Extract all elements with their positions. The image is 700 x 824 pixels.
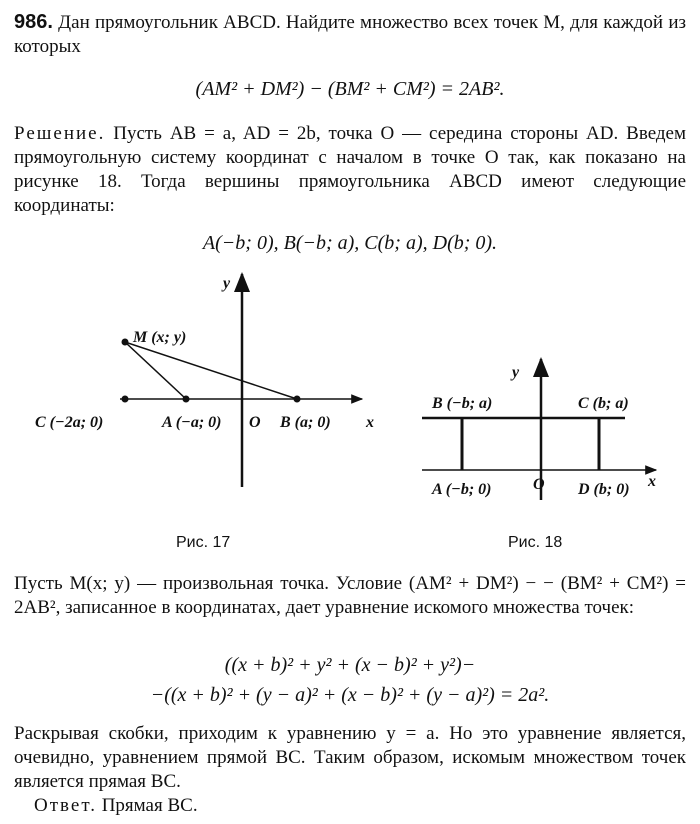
fig17-point-b: [294, 396, 301, 403]
problem-formula: (AM² + DM²) − (BM² + CM²) = 2AB².: [195, 78, 505, 100]
fig18-label-o: O: [533, 476, 545, 493]
fig17-label-y: y: [223, 275, 231, 292]
fig18-label-y: y: [512, 364, 520, 381]
fig17-caption: Рис. 17: [176, 534, 231, 551]
figure-18: [420, 355, 682, 510]
fig17-point-c: [122, 396, 129, 403]
fig17-label-b: B (a; 0): [280, 414, 331, 431]
problem-text: Дан прямоугольник ABCD. Найдите множество всех точек M, для каждой из которых: [14, 12, 686, 57]
fig17-label-c: C (−2a; 0): [35, 414, 104, 431]
fig17-label-m: M (x; y): [133, 329, 187, 346]
fig18-caption: Рис. 18: [508, 534, 563, 551]
fig18-label-x: x: [648, 473, 656, 490]
fig18-label-d: D (b; 0): [578, 481, 630, 498]
fig17-point-a: [183, 396, 190, 403]
solution-label: Решение.: [14, 123, 106, 144]
fig18-label-b: B (−b; a): [432, 395, 493, 412]
fig17-label-o: O: [249, 414, 261, 431]
equation-line-1: ((x + b)² + y² + (x − b)² + y²)−: [224, 654, 476, 676]
equation-line-2: −((x + b)² + (y − a)² + (x − b)² + (y − a)²) = 2a².: [150, 684, 550, 706]
figure-17: [20, 262, 400, 492]
fig17-label-x: x: [366, 414, 374, 431]
answer-label: Ответ.: [34, 795, 97, 816]
fig18-label-a: A (−b; 0): [432, 481, 492, 498]
vertex-coordinates: A(−b; 0), B(−b; a), C(b; a), D(b; 0).: [202, 232, 498, 254]
fig17-point-m: [122, 339, 129, 346]
answer-text: Прямая BC.: [101, 795, 198, 816]
fig17-segment-ma: [125, 342, 186, 399]
solution-text: Пусть AB = a, AD = 2b, точка O — середина стороны AD. Введем прямоугольную систему координат с началом в точке O так, как показано на рисунке 18. Тогда вершины прямоугольника ABCD имеют следующие координаты:: [14, 123, 687, 216]
problem-number: 986.: [14, 11, 53, 33]
answer-paragraph: [34, 794, 674, 818]
body-paragraph-2: Раскрывая скобки, приходим к уравнению y = a. Но это уравнение является, очевидно, уравнением прямой BC. Таким образом, искомым множеством точек является прямая BC.: [14, 723, 686, 792]
fig17-label-a: A (−a; 0): [162, 414, 222, 431]
fig17-segment-mb: [125, 342, 297, 399]
solution-paragraph: [14, 122, 686, 218]
fig18-label-c: C (b; a): [578, 395, 629, 412]
problem-statement: [14, 10, 686, 59]
body-paragraph-1: Пусть M(x; y) — произвольная точка. Условие (AM² + DM²) − − (BM² + CM²) = 2AB², записанное в координатах, дает уравнение искомого множества точек:: [14, 573, 686, 618]
